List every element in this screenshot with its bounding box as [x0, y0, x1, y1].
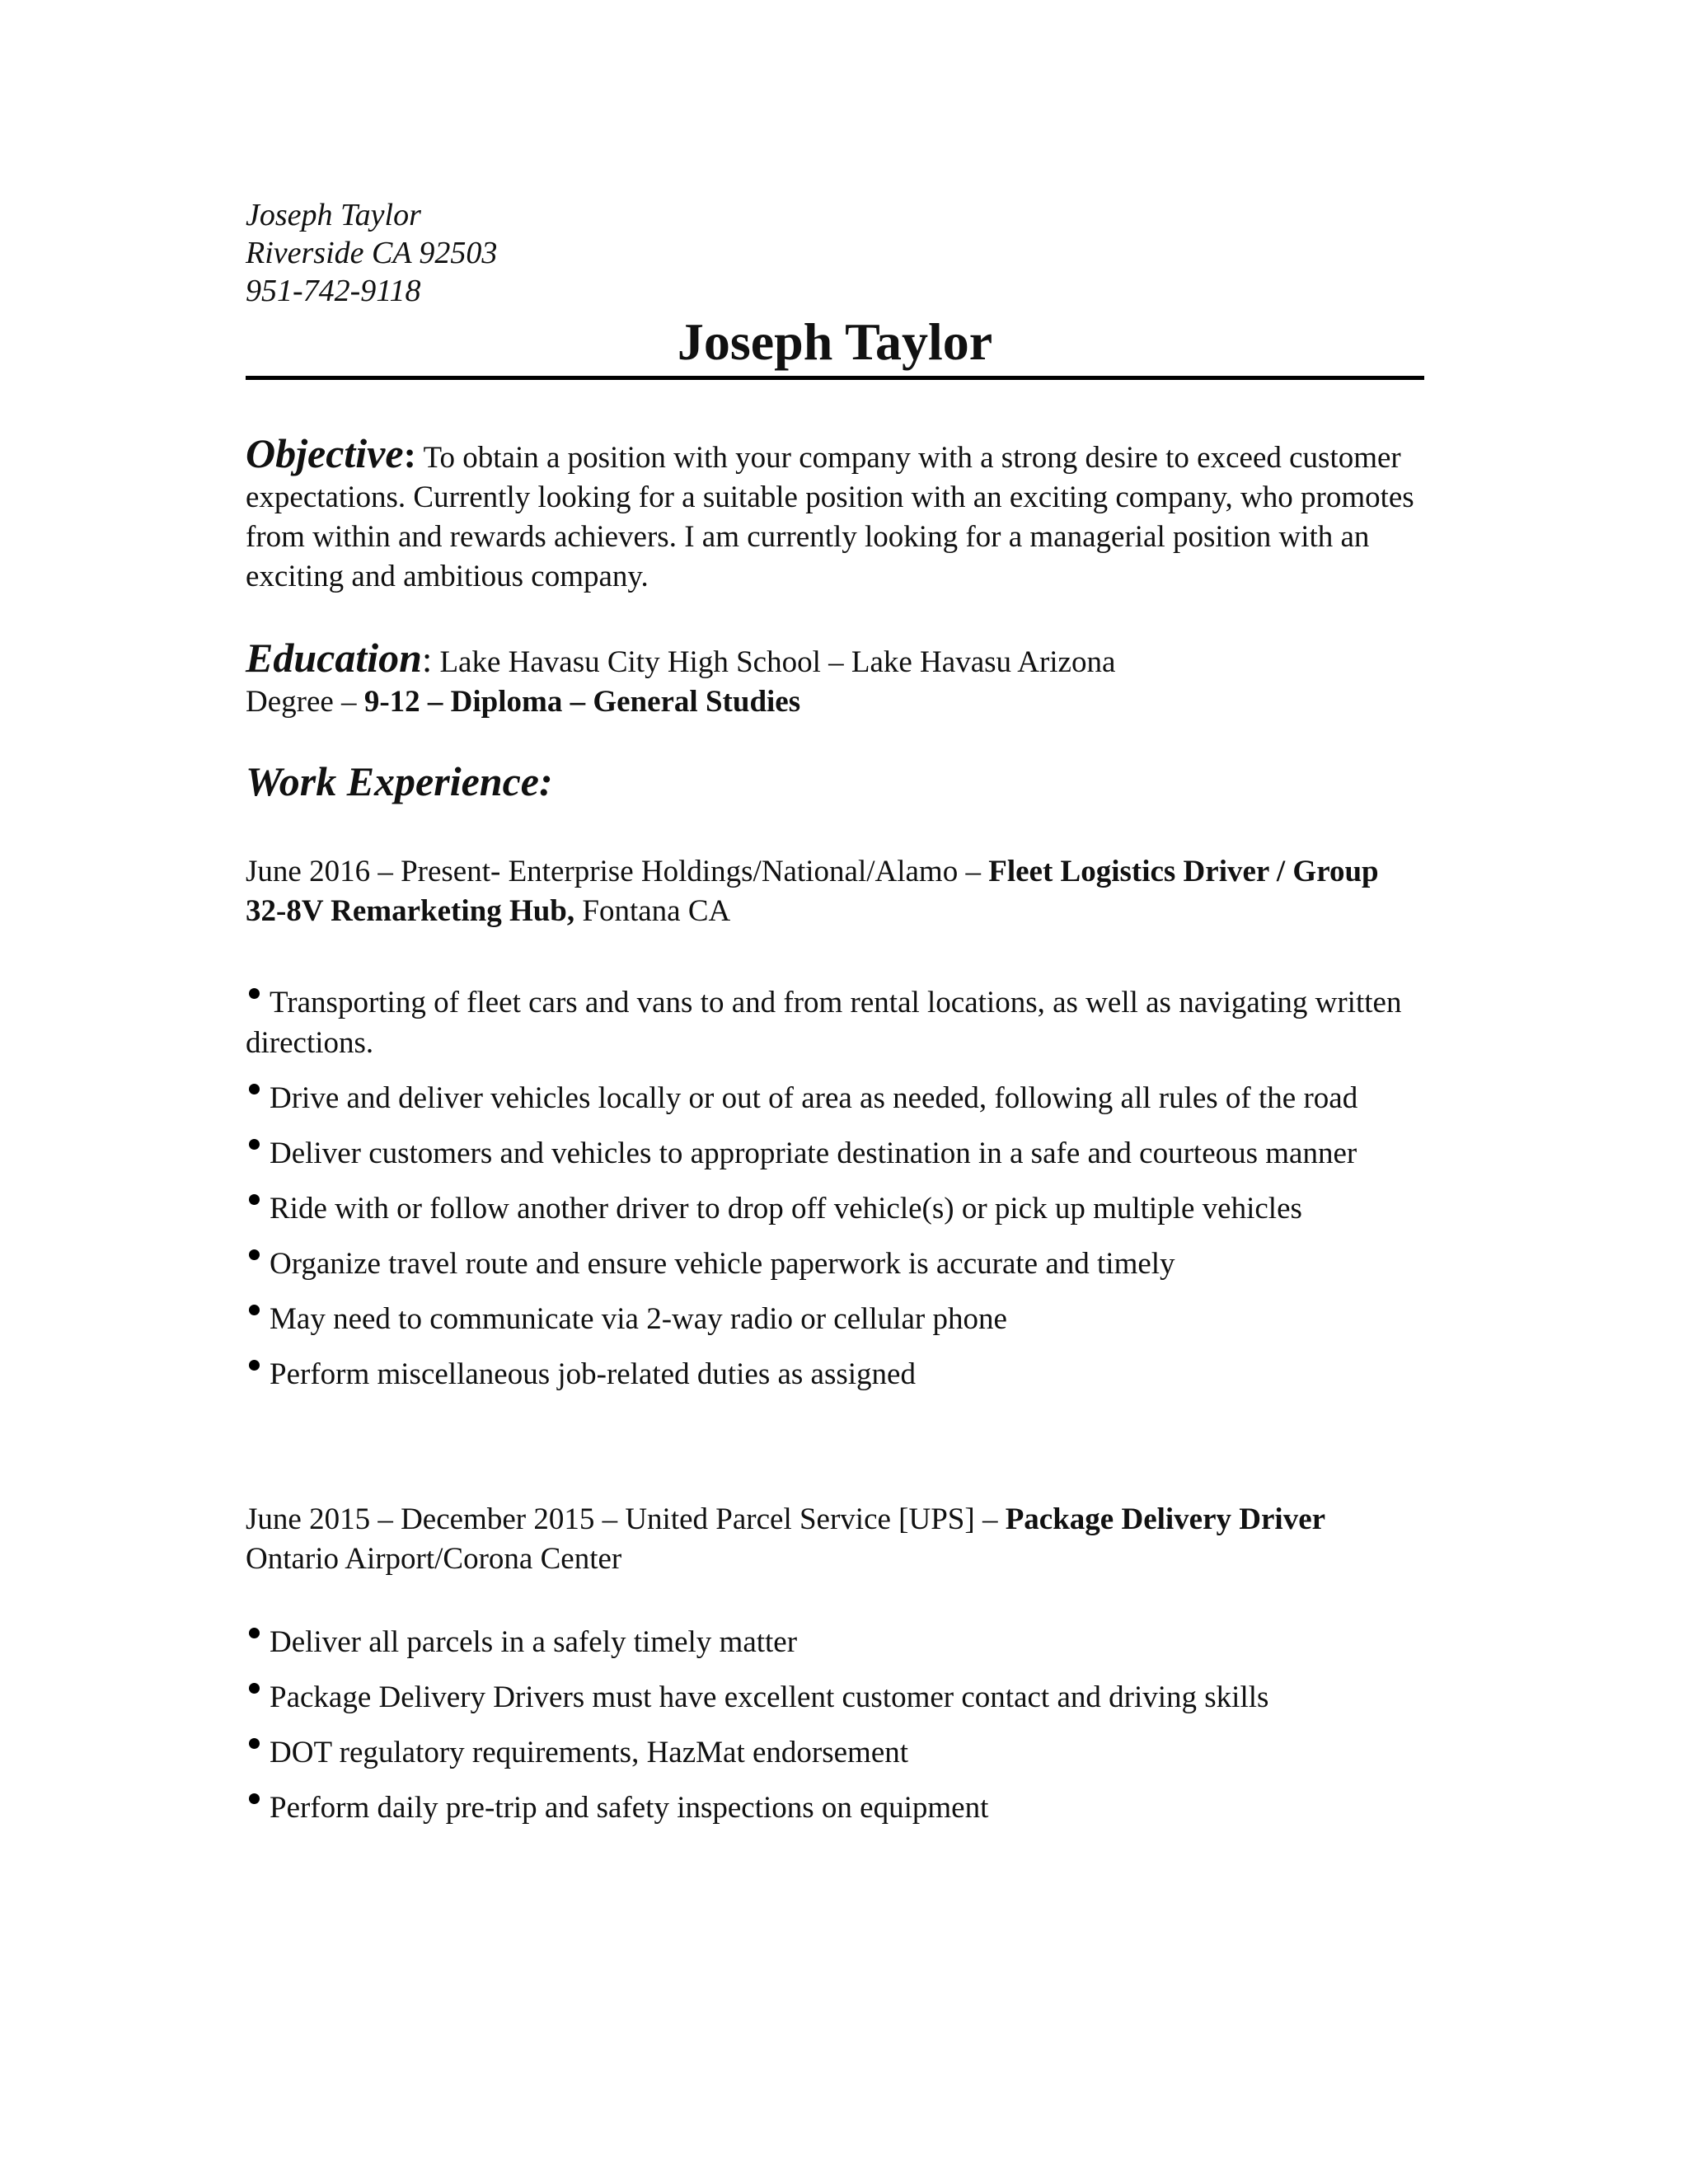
bullet-dot-icon [249, 1793, 260, 1804]
bullet-dot-icon [249, 1360, 260, 1371]
list-item: Deliver all parcels in a safely timely matter [246, 1622, 1424, 1662]
job-1 [246, 852, 1424, 1394]
job-2 [246, 1500, 1424, 1828]
list-item: May need to communicate via 2-way radio or cellular phone [246, 1299, 1424, 1339]
title-block [246, 313, 1424, 382]
job-1-duties [246, 982, 1424, 1394]
education-colon: : [421, 640, 433, 680]
contact-block [246, 196, 1424, 310]
job-2-header [246, 1500, 1424, 1579]
resume-page [246, 196, 1424, 1843]
bullet-dot-icon [249, 988, 260, 999]
job-1-header [246, 852, 1424, 931]
education-line [246, 635, 1424, 682]
objective-heading: Objective [246, 430, 404, 476]
job-2-title: Package Delivery Driver [1005, 1502, 1326, 1536]
bullet-dot-icon [249, 1738, 260, 1749]
contact-phone: 951-742-9118 [246, 274, 421, 308]
bullet-dot-icon [249, 1249, 260, 1260]
bullet-dot-icon [249, 1683, 260, 1694]
education-school: Lake Havasu City High School – Lake Havasu Arizona [432, 645, 1116, 679]
page-title: Joseph Taylor [677, 312, 993, 371]
bullet-dot-icon [249, 1194, 260, 1205]
bullet-dot-icon [249, 1305, 260, 1315]
job-2-lead: June 2015 – December 2015 – United Parcel Service [UPS] – [246, 1502, 1006, 1536]
job-2-location: Ontario Airport/Corona Center [246, 1542, 622, 1576]
bullet-dot-icon [249, 1084, 260, 1094]
degree-label: Degree – [246, 685, 364, 719]
objective-section [246, 430, 1424, 597]
list-item: Perform miscellaneous job-related duties as assigned [246, 1354, 1424, 1394]
list-item: Drive and deliver vehicles locally or out of area as needed, following all rules of the road [246, 1078, 1424, 1118]
degree-value: 9-12 – Diploma – General Studies [363, 685, 801, 719]
education-heading: Education [246, 635, 422, 681]
list-item: Deliver customers and vehicles to appropriate destination in a safe and courteous manner [246, 1133, 1424, 1174]
job-2-duties [246, 1622, 1424, 1828]
list-item: Ride with or follow another driver to drop off vehicle(s) or pick up multiple vehicles [246, 1188, 1424, 1229]
job-1-location: Fontana CA [574, 894, 731, 928]
bullet-dot-icon [249, 1139, 260, 1150]
list-item: Package Delivery Drivers must have excellent customer contact and driving skills [246, 1677, 1424, 1718]
list-item: Organize travel route and ensure vehicle paperwork is accurate and timely [246, 1244, 1424, 1284]
job-1-lead: June 2016 – Present- Enterprise Holdings/National/Alamo – [246, 855, 989, 888]
list-item: Perform daily pre-trip and safety inspections on equipment [246, 1788, 1424, 1828]
list-item: Transporting of fleet cars and vans to and from rental locations, as well as navigating written directions. [246, 986, 1402, 1060]
job-1-title: Fleet Logistics Driver / Group 32-8V Remarketing Hub, [246, 855, 1379, 928]
education-degree [246, 682, 1424, 722]
objective-text: To obtain a position with your company with a strong desire to exceed customer expectations. Currently looking for a suitable position with an exciting company, who promotes from within and rewards achievers. I am currently looking for a managerial position with an exciting and ambitious company. [246, 441, 1414, 593]
contact-city: Riverside CA 92503 [246, 236, 498, 270]
work-heading: Work Experience: [246, 758, 553, 804]
list-item: DOT regulatory requirements, HazMat endorsement [246, 1732, 1424, 1773]
education-section [246, 635, 1424, 722]
title-rule [246, 376, 1424, 380]
bullet-dot-icon [249, 1628, 260, 1638]
contact-name: Joseph Taylor [246, 198, 421, 232]
objective-colon: : [403, 434, 416, 476]
